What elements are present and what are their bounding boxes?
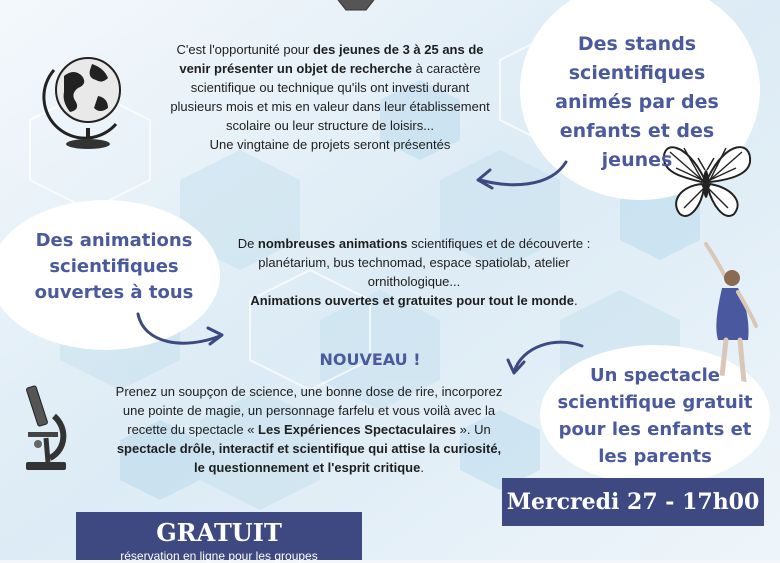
stands-heading [532, 30, 742, 175]
heading-line: Des stands [577, 33, 697, 55]
animations-heading [16, 228, 212, 306]
text-line: scientifique ou technique qu'ils ont investi durant [190, 80, 470, 95]
spectacle-heading [544, 362, 766, 470]
heading-line: scientifiques [568, 62, 706, 84]
heading-line: Des animations [35, 230, 193, 251]
heading-line: animés par des [555, 91, 719, 113]
heading-line: scientifique gratuit [557, 392, 753, 413]
heading-line: Un spectacle [590, 365, 720, 386]
text-line: le questionnement et l'esprit critique. [194, 460, 424, 475]
microscope-icon [20, 382, 72, 474]
text-line: Une vingtaine de projets seront présentés [209, 137, 451, 152]
text-line: Prenez un soupçon de science, une bonne dose de rire, incorporez [115, 384, 503, 399]
text-line: De nombreuses animations scientifiques et de découverte : [237, 236, 591, 251]
text-line: plusieurs mois et mis en valeur dans leur établissement [170, 99, 490, 114]
heading-line: jeunes [601, 149, 673, 171]
free-banner [76, 512, 362, 563]
text-line: C'est l'opportunité pour des jeunes de 3 à 25 ans de [176, 42, 484, 57]
heading-line: les parents [598, 446, 712, 467]
heading-line: enfants et des [559, 120, 715, 142]
text-line: Animations ouvertes et gratuites pour tout le monde. [250, 293, 578, 308]
stands-paragraph [140, 40, 520, 154]
text-line: spectacle drôle, interactif et scientifique qui attise la curiosité, [116, 441, 502, 456]
nouveau-label: NOUVEAU ! [319, 350, 421, 369]
heading-line: ouvertes à tous [34, 282, 194, 303]
curved-arrow-icon [134, 310, 230, 348]
text-line: planétarium, bus technomad, espace spatiolab, atelier [258, 255, 570, 270]
free-title: GRATUIT [156, 518, 282, 547]
globe-icon [44, 46, 136, 150]
text-line: scolaire ou leur structure de loisirs... [225, 118, 435, 133]
text-line: recette du spectacle « Les Expériences Spectaculaires ». Un [127, 422, 491, 437]
heading-line: pour les enfants et [558, 419, 752, 440]
text-line: une pointe de magie, un personnage farfelu et vous voilà avec la [122, 403, 496, 418]
text-line: venir présenter un objet de recherche à caractère [179, 61, 481, 76]
spectacle-paragraph [74, 382, 544, 477]
date-banner: Mercredi 27 - 17h00 [502, 478, 764, 526]
animations-paragraph [208, 234, 620, 310]
free-subtitle: réservation en ligne pour les groupes [120, 549, 318, 563]
heading-line: scientifiques [49, 256, 179, 277]
text-line: ornithologique... [367, 274, 461, 289]
top-decoration-icon [336, 0, 376, 14]
